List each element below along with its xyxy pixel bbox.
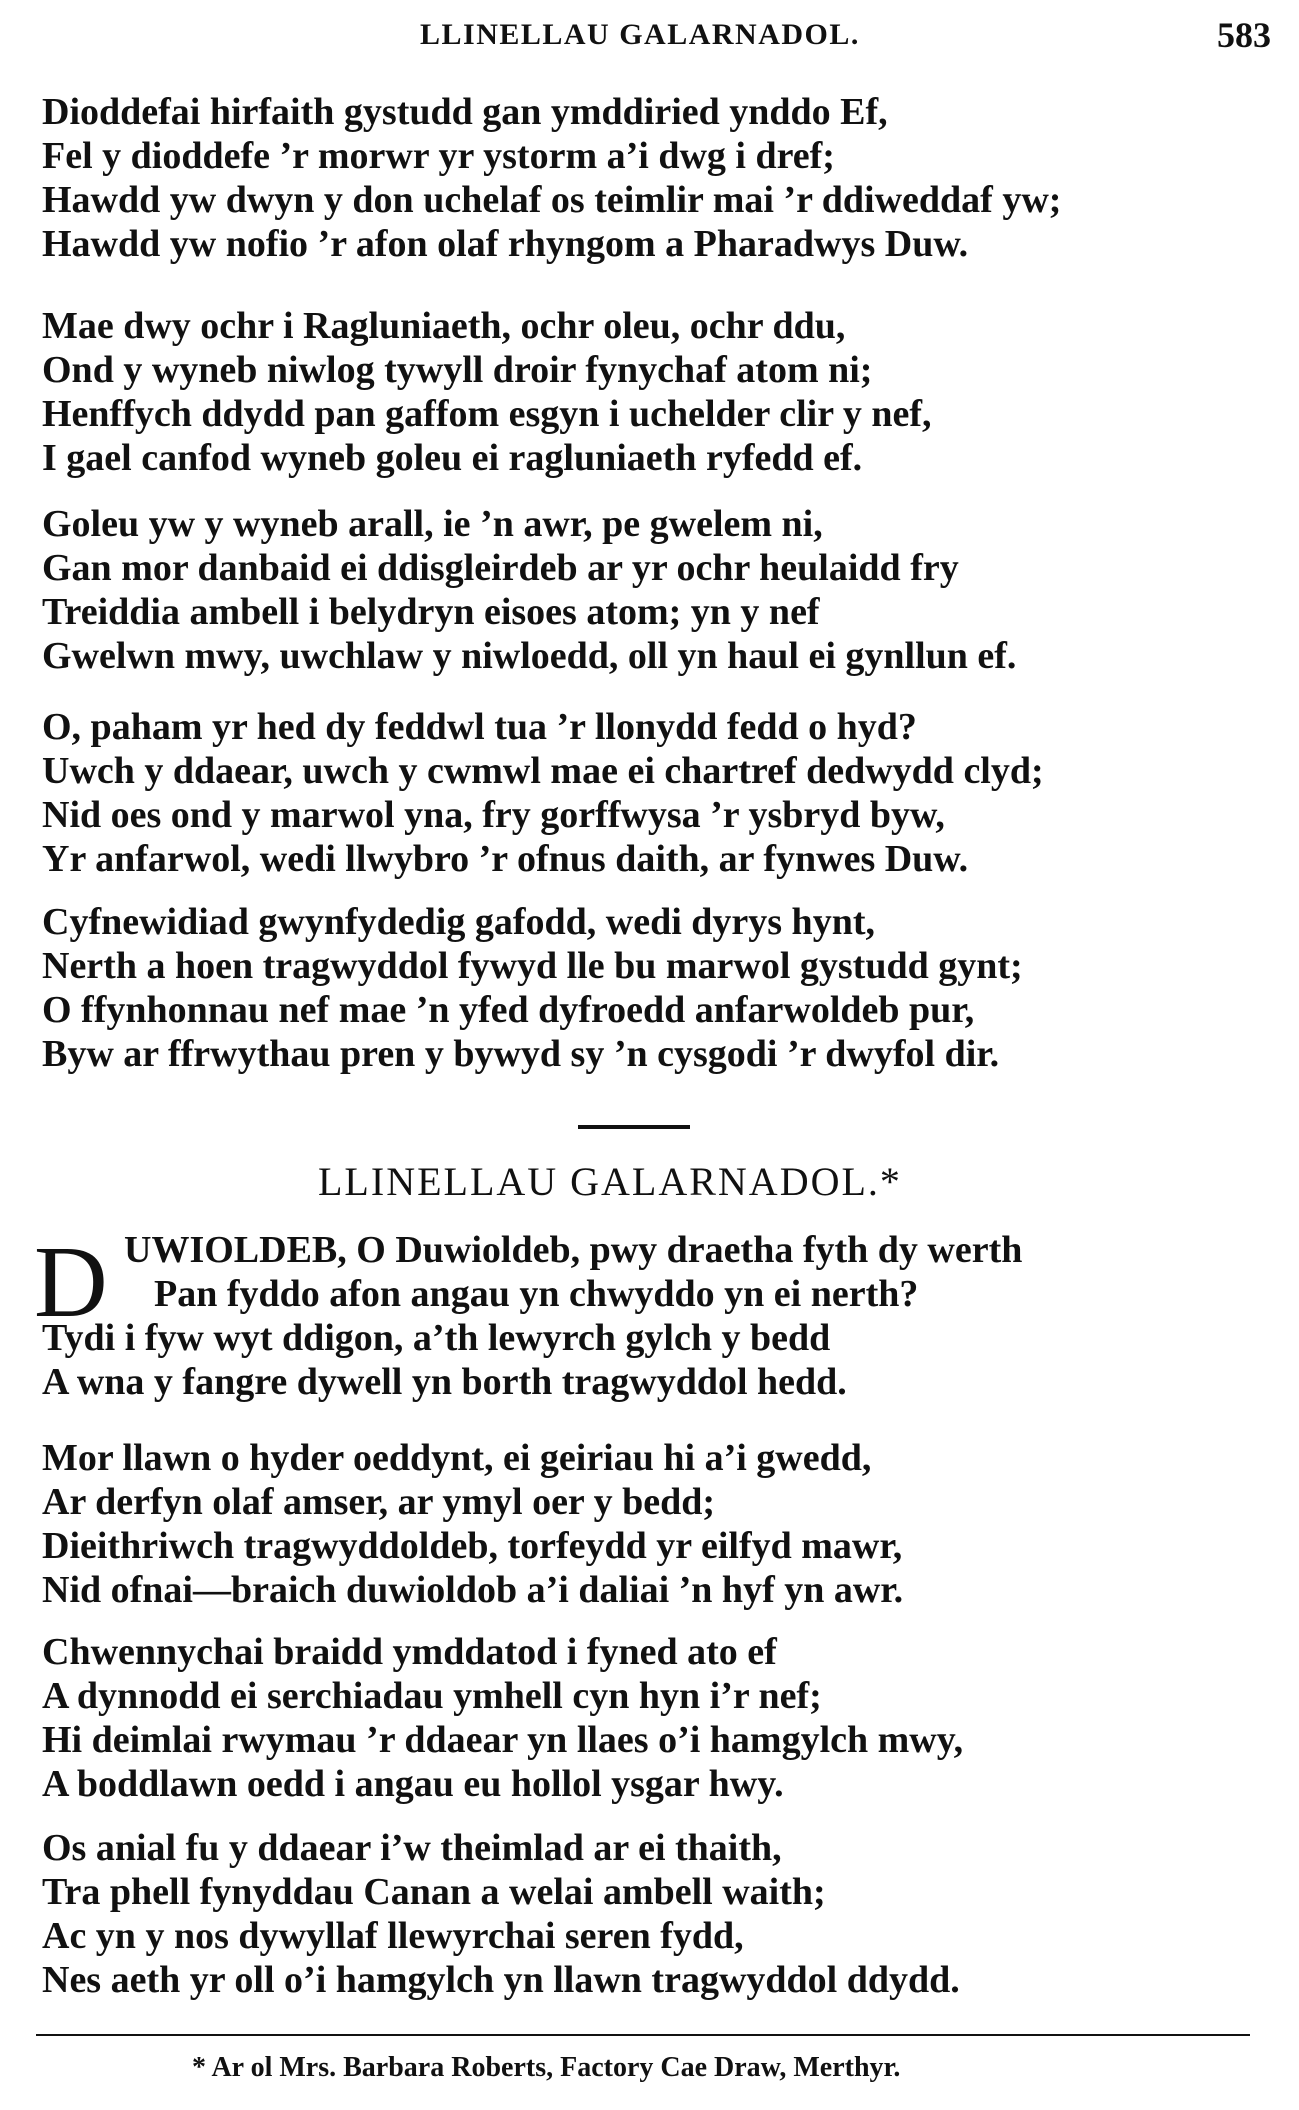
verse-line: UWIOLDEB, O Duwioldeb, pwy draetha fyth dy werth (124, 1229, 1023, 1271)
stanza-continued-3 (42, 502, 1282, 678)
verse-line: O ffynhonnau nef mae ’n yfed dyfroedd anfarwoldeb pur, (42, 989, 975, 1031)
verse-line: Ar derfyn olaf amser, ar ymyl oer y bedd; (42, 1481, 716, 1523)
footnote: * Ar ol Mrs. Barbara Roberts, Factory Cae Draw, Merthyr. (192, 2052, 901, 2083)
poem-title: LLINELLAU GALARNADOL.* (318, 1159, 902, 1204)
verse-line: Mor llawn o hyder oeddynt, ei geiriau hi a’i gwedd, (42, 1437, 872, 1479)
verse-line: Dieithriwch tragwyddoldeb, torfeydd yr eilfyd mawr, (42, 1525, 903, 1567)
poem-stanza-4 (42, 1826, 1282, 2002)
verse-line: Mae dwy ochr i Ragluniaeth, ochr oleu, ochr ddu, (42, 305, 846, 347)
verse-line: Tydi i fyw wyt ddigon, a’th lewyrch gylch y bedd (42, 1317, 831, 1359)
verse-line: O, paham yr hed dy feddwl tua ’r llonydd fedd o hyd? (42, 706, 917, 748)
running-head (0, 15, 1299, 58)
verse-line: Yr anfarwol, wedi llwybro ’r ofnus daith, ar fynwes Duw. (42, 838, 969, 880)
verse-line: Os anial fu y ddaear i’w theimlad ar ei thaith, (42, 1827, 782, 1869)
verse-line: A wna y fangre dywell yn borth tragwyddol hedd. (42, 1361, 847, 1403)
verse-line: I gael canfod wyneb goleu ei ragluniaeth ryfedd ef. (42, 437, 863, 479)
verse-line: Fel y dioddefe ’r morwr yr ystorm a’i dwg i dref; (42, 135, 835, 177)
stanza-continued-4 (42, 705, 1282, 881)
verse-line: A dynnodd ei serchiadau ymhell cyn hyn i’r nef; (42, 1675, 822, 1717)
verse-line: Uwch y ddaear, uwch y cwmwl mae ei chartref dedwydd clyd; (42, 750, 1044, 792)
verse-line: Pan fyddo afon angau yn chwyddo yn ei nerth? (154, 1273, 919, 1315)
verse-line: Gwelwn mwy, uwchlaw y niwloedd, oll yn haul ei gynllun ef. (42, 635, 1017, 677)
stanza-continued-5 (42, 900, 1282, 1076)
verse-line: Nid ofnai—braich duwioldob a’i daliai ’n hyf yn awr. (42, 1569, 904, 1611)
verse-line: Henffych ddydd pan gaffom esgyn i uchelder clir y nef, (42, 393, 932, 435)
verse-line: Treiddia ambell i belydryn eisoes atom; yn y nef (42, 591, 820, 633)
section-divider (578, 1125, 690, 1129)
footnote-rule (36, 2034, 1250, 2036)
running-title: LLINELLAU GALARNADOL. (420, 18, 860, 51)
verse-line: Ac yn y nos dywyllaf llewyrchai seren fydd, (42, 1915, 744, 1957)
page-number: 583 (1217, 15, 1271, 55)
verse-line: Gan mor danbaid ei ddisgleirdeb ar yr ochr heulaidd fry (42, 547, 959, 589)
verse-line: Goleu yw y wyneb arall, ie ’n awr, pe gwelem ni, (42, 503, 823, 545)
poem-stanza-3 (42, 1630, 1282, 1806)
verse-line: Nes aeth yr oll o’i hamgylch yn llawn tragwyddol ddydd. (42, 1959, 960, 2001)
drop-cap: D (34, 1226, 108, 1339)
verse-line: Dioddefai hirfaith gystudd gan ymddiried ynddo Ef, (42, 91, 888, 133)
verse-line: Ond y wyneb niwlog tywyll droir fynychaf atom ni; (42, 349, 873, 391)
poem-stanza-2 (42, 1436, 1282, 1612)
stanza-continued-1 (42, 90, 1282, 266)
verse-line: A boddlawn oedd i angau eu hollol ysgar hwy. (42, 1763, 784, 1805)
verse-line: Nerth a hoen tragwyddol fywyd lle bu marwol gystudd gynt; (42, 945, 1023, 987)
verse-line: Chwennychai braidd ymddatod i fyned ato ef (42, 1631, 777, 1673)
verse-line: Hi deimlai rwymau ’r ddaear yn llaes o’i hamgylch mwy, (42, 1719, 964, 1761)
poem-stanza-1 (42, 1228, 1282, 1404)
verse-line: Byw ar ffrwythau pren y bywyd sy ’n cysgodi ’r dwyfol dir. (42, 1033, 1000, 1075)
stanza-continued-2 (42, 304, 1282, 480)
verse-line: Hawdd yw dwyn y don uchelaf os teimlir mai ’r ddiweddaf yw; (42, 179, 1062, 221)
verse-line: Tra phell fynyddau Canan a welai ambell waith; (42, 1871, 826, 1913)
verse-line: Nid oes ond y marwol yna, fry gorffwysa ’r ysbryd byw, (42, 794, 945, 836)
verse-line: Hawdd yw nofio ’r afon olaf rhyngom a Pharadwys Duw. (42, 223, 969, 265)
verse-line: Cyfnewidiad gwynfydedig gafodd, wedi dyrys hynt, (42, 901, 875, 943)
